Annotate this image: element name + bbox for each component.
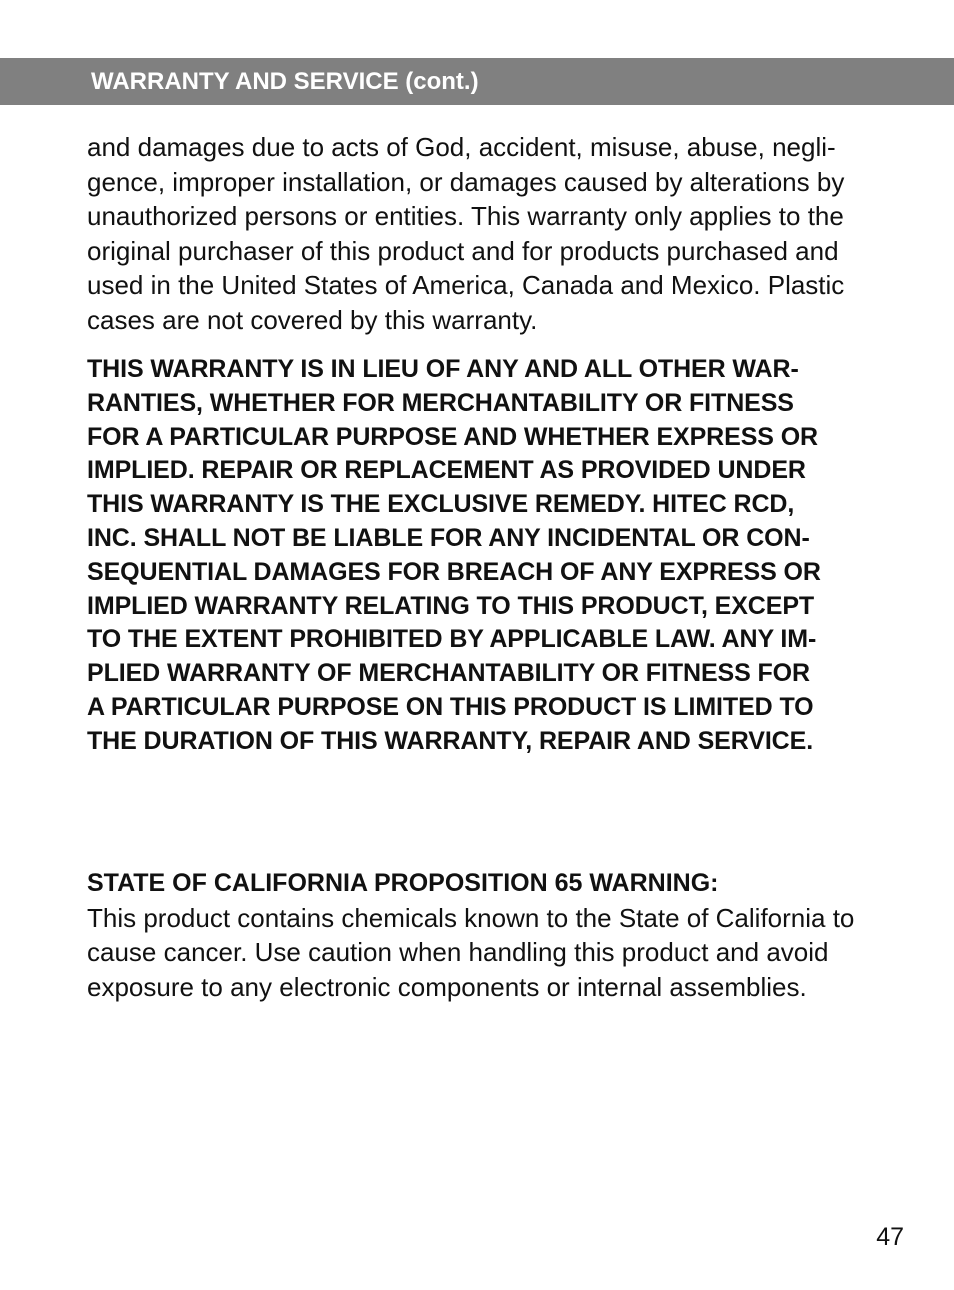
prop65-line: This product contains chemicals known to the State of California to <box>87 902 855 933</box>
paragraph-line: cases are not covered by this warranty. <box>87 304 538 335</box>
prop65-line: cause cancer. Use caution when handling this product and avoid <box>87 937 829 968</box>
prop65-warning-section <box>87 866 887 1005</box>
disclaimer-line: THIS WARRANTY IS IN LIEU OF ANY AND ALL OTHER WAR- <box>87 355 799 383</box>
section-header-band <box>0 58 954 105</box>
paragraph-line: unauthorized persons or entities. This warranty only applies to the <box>87 201 844 231</box>
disclaimer-line: TO THE EXTENT PROHIBITED BY APPLICABLE LAW. ANY IM- <box>87 625 817 654</box>
disclaimer-line: RANTIES, WHETHER FOR MERCHANTABILITY OR FITNESS <box>87 388 794 417</box>
page-number: 47 <box>876 1223 904 1251</box>
disclaimer-line: PLIED WARRANTY OF MERCHANTABILITY OR FITNESS FOR <box>87 659 810 688</box>
section-header-title: WARRANTY AND SERVICE (cont.) <box>91 68 479 95</box>
warranty-disclaimer-paragraph <box>87 353 887 759</box>
disclaimer-line: A PARTICULAR PURPOSE ON THIS PRODUCT IS LIMITED TO <box>87 692 814 721</box>
disclaimer-line: SEQUENTIAL DAMAGES FOR BREACH OF ANY EXPRESS OR <box>87 557 821 586</box>
prop65-heading: STATE OF CALIFORNIA PROPOSITION 65 WARNING: <box>87 868 719 897</box>
disclaimer-line: THIS WARRANTY IS THE EXCLUSIVE REMEDY. HITEC RCD, <box>87 490 795 519</box>
warranty-exclusions-paragraph <box>87 130 887 337</box>
disclaimer-line: THE DURATION OF THIS WARRANTY, REPAIR AND SERVICE. <box>87 726 814 755</box>
disclaimer-line: IMPLIED. REPAIR OR REPLACEMENT AS PROVIDED UNDER <box>87 456 806 485</box>
paragraph-line: gence, improper installation, or damages caused by alterations by <box>87 166 845 197</box>
disclaimer-line: IMPLIED WARRANTY RELATING TO THIS PRODUCT, EXCEPT <box>87 591 815 620</box>
paragraph-line: used in the United States of America, Canada and Mexico. Plastic <box>87 270 845 300</box>
page-content <box>87 130 887 1004</box>
disclaimer-line: INC. SHALL NOT BE LIABLE FOR ANY INCIDENTAL OR CON- <box>87 523 810 552</box>
prop65-line: exposure to any electronic components or internal assemblies. <box>87 971 807 1002</box>
disclaimer-line: FOR A PARTICULAR PURPOSE AND WHETHER EXPRESS OR <box>87 422 818 451</box>
paragraph-line: original purchaser of this product and for products purchased and <box>87 235 839 266</box>
paragraph-line: and damages due to acts of God, accident, misuse, abuse, negli- <box>87 132 836 162</box>
